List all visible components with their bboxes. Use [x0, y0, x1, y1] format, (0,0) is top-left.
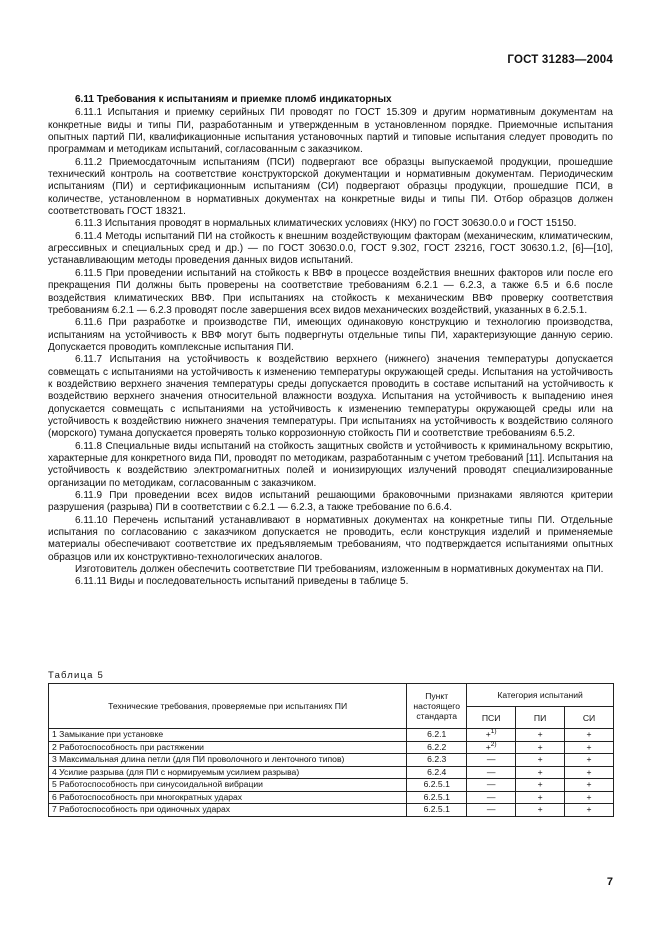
cell-si: +: [565, 754, 614, 767]
cell-psi: —: [467, 754, 516, 767]
cell-requirement: 5 Работоспособность при синусоидальной вибрации: [49, 779, 407, 792]
cell-psi: [467, 741, 516, 754]
cell-pi: +: [516, 766, 565, 779]
cell-requirement: 6 Работоспособность при многократных ударах: [49, 791, 407, 804]
table-row: [49, 754, 614, 767]
paragraph-6-11-3: 6.11.3 Испытания проводят в нормальных климатических условиях (НКУ) по ГОСТ 30630.0.0 и ГОСТ 15150.: [75, 218, 577, 230]
paragraph-manufacturer: Изготовитель должен обеспечить соответствие ПИ требованиям, изложенным в нормативных документах на ПИ.: [75, 564, 604, 576]
cell-requirement: 7 Работоспособность при одиночных ударах: [49, 804, 407, 817]
footnote-ref: 1): [490, 728, 497, 736]
cell-clause: 6.2.1: [407, 729, 467, 742]
paragraph-6-11-11: 6.11.11 Виды и последовательность испытаний приведены в таблице 5.: [75, 576, 409, 588]
cell-psi: —: [467, 779, 516, 792]
header-clause: Пункт настоящего стандарта: [407, 684, 467, 729]
cell-requirement: 1 Замыкание при установке: [49, 729, 407, 742]
paragraph-6-11-8: 6.11.8 Специальные виды испытаний на стойкость защитных свойств и устойчивость к криминальному вскрытию, характерные для конкретного вида ПИ, проводят по методикам, разработанным с учетом требований [11]. Испытания на устойчивость к воздействию электромагнитных полей и ионизирующих излучений проводят специализированные организации по методикам, согласованным с заказчиком.: [48, 440, 613, 489]
section-title: 6.11 Требования к испытаниям и приемке пломб индикаторных: [75, 94, 392, 105]
cell-psi: —: [467, 791, 516, 804]
cell-si: +: [565, 779, 614, 792]
paragraph-6-11-6: 6.11.6 При разработке и производстве ПИ, имеющих одинаковую конструкцию и технологию производства, испытаниям на устойчивость к ВВФ могут быть подвергнуты отдельные типы ПИ, характеризующие данную серию. Допускается проводить комплексные испытания ПИ.: [48, 317, 613, 353]
paragraph-6-11-1: 6.11.1 Испытания и приемку серийных ПИ проводят по ГОСТ 15.309 и другим нормативным документам на конкретные виды и типы ПИ, разработанным и утвержденным в установленном порядке. Приемочные испытания опытных партий ПИ, квалификационные испытания установочных партий и типовые испытания следует проводить по программам и методикам испытаний, согласованным с заказчиком.: [48, 107, 613, 156]
tests-table: [48, 683, 614, 817]
header-psi: ПСИ: [467, 707, 516, 729]
cell-pi: +: [516, 741, 565, 754]
cell-si: +: [565, 804, 614, 817]
paragraph-6-11-5: 6.11.5 При проведении испытаний на стойкость к ВВФ в процессе воздействия внешних факторов или после его прекращения ПИ должны быть проверены на соответствие требованиям 6.2.1 — 6.2.3, а также 6.5 и 6.6 после воздействия климатических ВВФ. При испытаниях на стойкость к механическим ВВФ проверку соответствия требованиям 6.2.1 — 6.2.3 проводят после завершения всех видов механических воздействий, указанных в 6.2.5.1.: [48, 267, 613, 316]
table-row: [49, 804, 614, 817]
cell-pi: +: [516, 754, 565, 767]
cell-si: +: [565, 729, 614, 742]
page-number: 7: [606, 876, 613, 888]
cell-psi: —: [467, 766, 516, 779]
paragraph-6-11-7: 6.11.7 Испытания на устойчивость к воздействию верхнего (нижнего) значения температуры допускается совмещать с испытаниями на устойчивость к изменению температуры окружающей среды. Испытания на устойчивость к воздействию верхнего значения температуры среды допускается проводить в составе испытаний на устойчивость к воздействию верхнего значения относительной влажности воздуха. Испытания на устойчивость к выпадению инея допускается совмещать с испытаниями на устойчивость к изменению температуры окружающей среды или на устойчивость к воздействию нижнего значения температуры. При испытаниях на устойчивость к воздействию соляного (морского) тумана допускается проверять только коррозионную стойкость ПИ и соответствие требованиям 6.5.2.: [48, 354, 613, 440]
cell-si: +: [565, 741, 614, 754]
cell-pi: +: [516, 779, 565, 792]
cell-psi: —: [467, 804, 516, 817]
standard-header: ГОСТ 31283—2004: [507, 54, 613, 66]
table-caption: Таблица 5: [48, 670, 104, 681]
cell-requirement: 4 Усилие разрыва (для ПИ с нормируемым усилием разрыва): [49, 766, 407, 779]
cell-si: +: [565, 766, 614, 779]
cell-clause: 6.2.5.1: [407, 804, 467, 817]
cell-clause: 6.2.3: [407, 754, 467, 767]
header-requirements: Технические требования, проверяемые при испытаниях ПИ: [49, 684, 407, 729]
cell-clause: 6.2.2: [407, 741, 467, 754]
cell-pi: +: [516, 804, 565, 817]
cell-clause: 6.2.4: [407, 766, 467, 779]
cell-psi: [467, 729, 516, 742]
cell-si: +: [565, 791, 614, 804]
header-si: СИ: [565, 707, 614, 729]
cell-pi: +: [516, 729, 565, 742]
table-row: [49, 741, 614, 754]
table-row: [49, 791, 614, 804]
section-body: [48, 94, 613, 589]
cell-clause: 6.2.5.1: [407, 791, 467, 804]
footnote-ref: 2): [490, 740, 497, 748]
paragraph-6-11-4: 6.11.4 Методы испытаний ПИ на стойкость к внешним воздействующим факторам (механическим, климатическим, агрессивных и специальных сред и др.) — по ГОСТ 30630.0.0, ГОСТ 9.302, ГОСТ 23216, ГОСТ 30630.1.2, [6]—[10], устанавливающим методы проведения данных видов испытаний.: [48, 230, 613, 267]
table-row: [49, 766, 614, 779]
table-row: [49, 779, 614, 792]
header-pi: ПИ: [516, 707, 565, 729]
paragraph-6-11-2: 6.11.2 Приемосдаточным испытаниям (ПСИ) подвергают все образцы выпускаемой продукции, прошедшие технический контроль на соответствие конструкторской документации и нормативным документам. Периодическим испытаниям (ПИ) и сертификационным испытаниям (СИ) подвергают образцы продукции, прошедшие ПСИ, в количестве, установленном в нормативных документах на конкретные виды и типы ПИ. Отбор образцов должен соответствовать ГОСТ 18321.: [48, 156, 613, 218]
table-row: [49, 729, 614, 742]
cell-clause: 6.2.5.1: [407, 779, 467, 792]
header-category: Категория испытаний: [467, 684, 614, 707]
paragraph-6-11-10: 6.11.10 Перечень испытаний устанавливают в нормативных документах на конкретные типы ПИ. Отдельные испытания по согласованию с заказчиком допускается не проводить, если конструкция изделий и применяемые материалы обеспечивают соответствие их предъявляемым требованиям, что подтверждается испытаниями опытных образцов или их конструктивно-технологических аналогов.: [48, 514, 613, 563]
cell-pi: +: [516, 791, 565, 804]
cell-requirement: 3 Максимальная длина петли (для ПИ проволочного и ленточного типов): [49, 754, 407, 767]
cell-requirement: 2 Работоспособность при растяжении: [49, 741, 407, 754]
psi-mark: +: [485, 741, 491, 752]
psi-mark: +: [485, 729, 491, 740]
paragraph-6-11-9: 6.11.9 При проведении всех видов испытаний решающими браковочными признаками являются критерии разрушения (разрыва) ПИ в соответствии с 6.2.1 — 6.2.3, а также требование по 6.6.4.: [48, 490, 613, 514]
